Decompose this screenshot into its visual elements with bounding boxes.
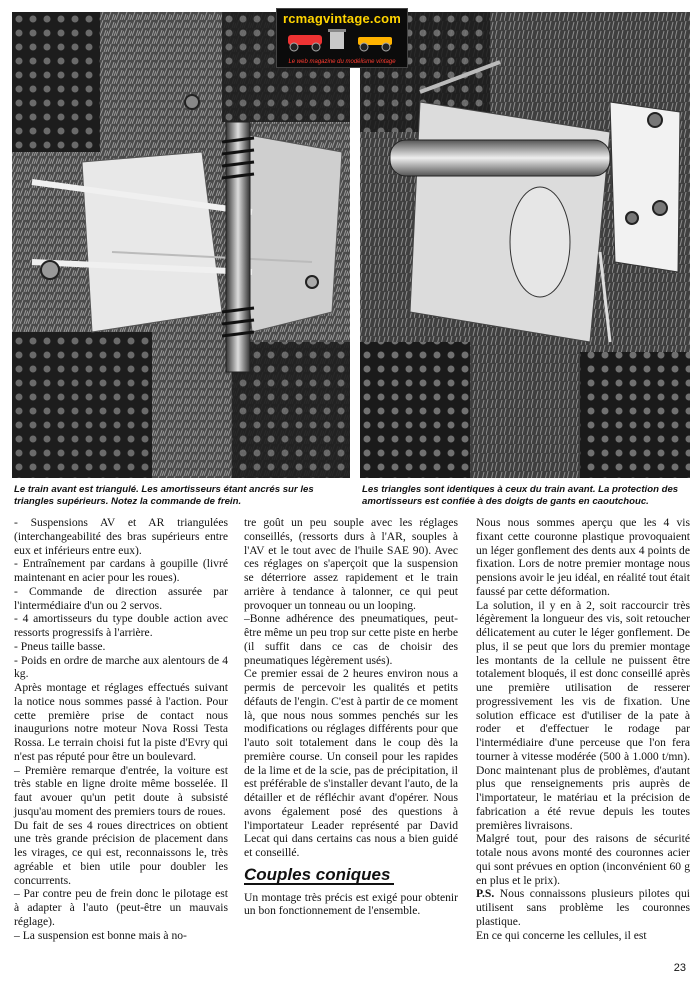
page-number: 23 — [673, 962, 686, 974]
left-photo-caption: Le train avant est triangulé. Les amortisseurs étant ancrés sur les triangles supérieurs. Notez la commande de frein. — [14, 484, 314, 507]
article-column-2 — [244, 516, 458, 918]
paragraph: – Première remarque d'entrée, la voiture est très stable en ligne droite même bosselée. Il faut avouer qu'un petit doute à subsisté jusqu'au moment des premiers tours de roues. — [14, 763, 228, 818]
paragraph: - Poids en ordre de marche aux alentours de 4 kg. — [14, 653, 228, 681]
paragraph: - Pneus taille basse. — [14, 639, 106, 653]
paragraph: – Par contre peu de frein donc le pilotage est à adapter à l'auto (peut-être un mauvais réglage). — [14, 887, 228, 928]
paragraph: Un montage très précis est exigé pour obtenir un bon fonctionnement de l'ensemble. — [244, 890, 458, 918]
paragraph — [476, 887, 690, 928]
paragraph: Ce premier essai de 2 heures environ nous a permis de percevoir les qualités et petits défauts de l'engin. C'est à partir de ce moment là, que nous nous sommes penchés sur les modifications ou réglages différents pour que l'auto soit totalement dans le coup dès la première course. Un conseil pour les rapides de la lime et de la scie, pas de précipitation, il est préférable de s'installer devant l'auto, de la détailler et de réfléchir avant d'opérer. Nous avons également posé des questions à l'importateur Leader représenté par David Lecat qui dans certains cas nous a bien guidé et conseillé. — [244, 667, 458, 859]
paragraph: - Entraînement par cardans à goupille (livré maintenant en acier pour les roues). — [14, 557, 228, 584]
right-photo-caption: Les triangles sont identiques à ceux du train avant. La protection des amortisseurs est confiée à des doigts de gants en caoutchouc. — [362, 484, 679, 507]
ps-label: P.S. — [476, 887, 495, 901]
paragraph: - 4 amortisseurs du type double action avec ressorts progressifs à l'arrière. — [14, 612, 228, 639]
car-illustration-icon — [278, 27, 406, 53]
paragraph: Malgré tout, pour des raisons de sécurité totale nous avons monté des couronnes acier qui sont prévues en option (inconvénient 60 g en plus et le prix). — [476, 832, 690, 887]
paragraph: Nous nous sommes aperçu que les 4 vis fixant cette couronne plastique provoquaient un léger gonflement des dents aux 4 points de fixation. Lors de notre premier montage nous pensions avoir le jeu idéal, en réalité tout était faussé par cette déformation. — [476, 516, 690, 598]
article-column-1 — [14, 516, 228, 942]
logo-tagline: Le web magazine du modélisme vintage — [288, 59, 396, 65]
paragraph: Du fait de ses 4 roues directrices on obtient une très grande précision de placement dans les virages, ce qui est, reconnaissons le, très agréable et bien utile pour doubler les concurrents. — [14, 818, 228, 887]
logo-brand-text: rcmagvintage.com — [282, 11, 402, 26]
paragraph: Après montage et réglages effectués suivant la notice nous sommes passé à l'action. Pour cette première prise de contact nous inaugurions notre moteur Nova Rossi Testa Rossa. Le terrain choisi fut la piste d'Evry qui n'est pas réputé pour être un boulevard. — [14, 681, 228, 763]
article-column-3 — [476, 516, 690, 942]
paragraph: La solution, il y en à 2, soit raccourcir très légèrement la longueur des vis, soit retoucher délicatement au cuter le léger gonflement. De plus, il se peut que lors du premier montage les montants de la cellule ne puissent être totalement bloqués, il est donc conseillé après une première utilisation de resserer progressivement les vis de fixation. Une solution efficace est d'utiliser de la pate à roder et d'effectuer le rodage par l'intermédiaire d'une perceuse que l'on fera tourner à vitesse modérée (500 à 1.000 t/mn). Donc maintenant plus de problèmes, d'autant plus que renseignements pris auprès de l'importateur, le matériau et la précision de fabrication a été revue depuis les toutes premières livraisons. — [476, 598, 690, 832]
rear-suspension-photo — [360, 12, 690, 478]
paragraph: – La suspension est bonne mais à no- — [14, 928, 187, 942]
paragraph: - Commande de direction assurée par l'intermédiaire d'un ou 2 servos. — [14, 584, 228, 612]
site-logo[interactable] — [276, 8, 408, 68]
paragraph: –Bonne adhérence des pneumatiques, peut-être même un peu trop sur cette piste en herbe (il suffit dans ce cas de choisir des pneumatiques légèrement usés). — [244, 612, 458, 667]
section-heading: Couples coniques — [244, 868, 394, 885]
ps-text: Nous connaissons plusieurs pilotes qui utilisent sans problème les couronnes plastique. — [476, 887, 690, 928]
paragraph: En ce qui concerne les cellules, il est — [476, 928, 647, 942]
paragraph: - Suspensions AV et AR triangulées (interchangeabilité des bras supérieurs entre eux et inférieurs entre eux). — [14, 516, 228, 557]
paragraph: tre goût un peu souple avec les réglages conseillés, (ressorts durs à l'AR, souples à l'AV et le tout avec de l'huile SAE 90). Avec ces réglages on s'aperçoit que la suspension se déterriore assez rapidement et le train arrière à tendance à talonner, ce qui peut provoquer un tonneau ou un looping. — [244, 516, 458, 612]
front-suspension-photo — [12, 12, 350, 478]
